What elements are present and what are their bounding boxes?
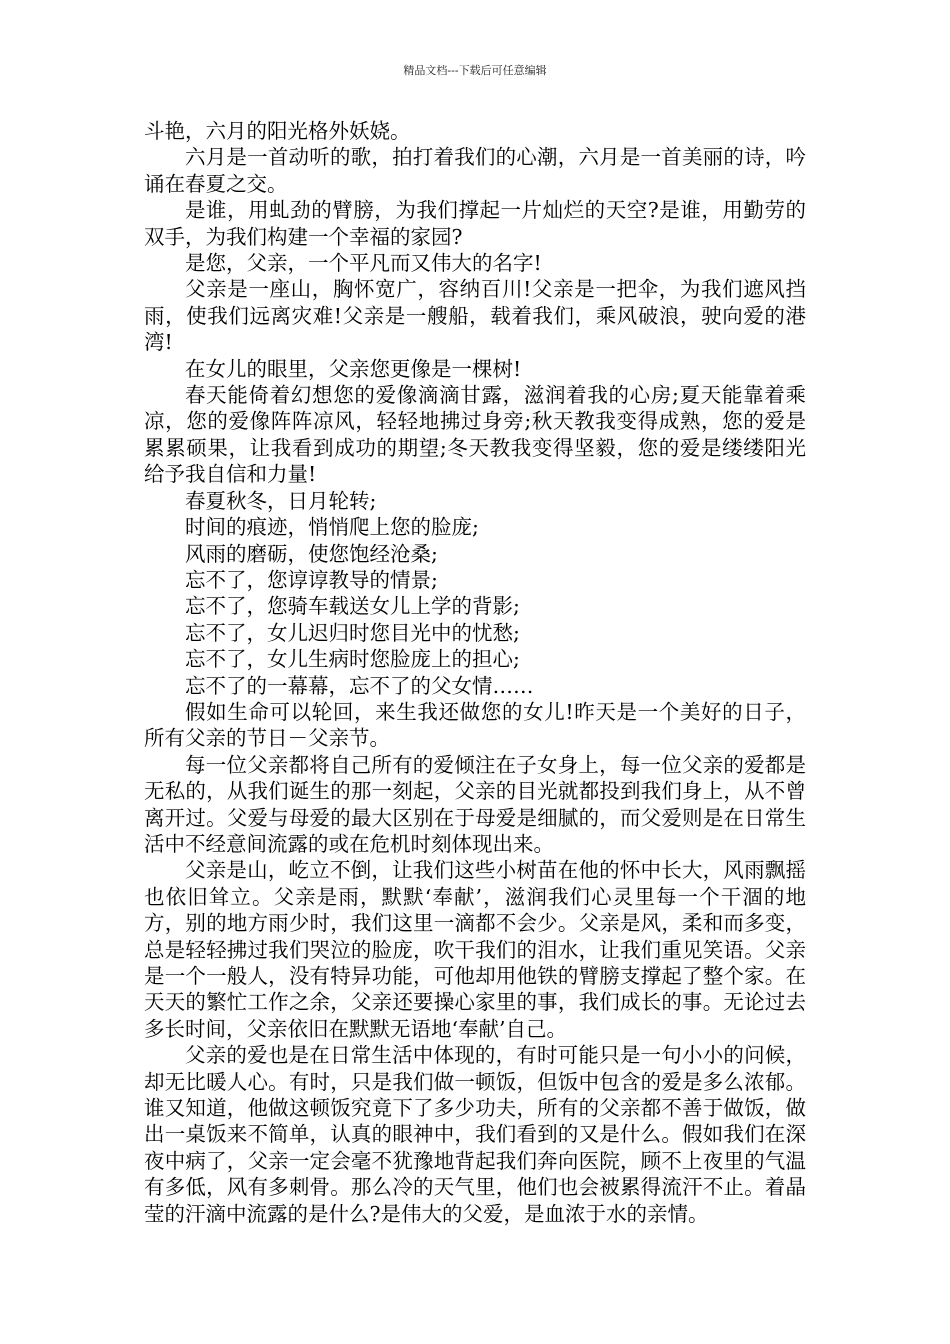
- paragraph: 是谁，用虬劲的臂膀，为我们撑起一片灿烂的天空?是谁，用勤劳的双手，为我们构建一个幸福的家园?: [144, 198, 806, 249]
- paragraph: 忘不了，女儿迟归时您目光中的忧愁;: [185, 620, 520, 645]
- paragraph: 父亲是一座山，胸怀宽广，容纳百川!父亲是一把伞，为我们遮风挡雨，使我们远离灾难!父亲是一艘船，载着我们，乘风破浪，驶向爱的港湾!: [144, 277, 806, 355]
- paragraph: 六月是一首动听的歌，拍打着我们的心潮，六月是一首美丽的诗，吟诵在春夏之交。: [144, 145, 806, 196]
- paragraph: 是您，父亲，一个平凡而又伟大的名字!: [185, 251, 542, 276]
- paragraph: 忘不了，女儿生病时您脸庞上的担心;: [185, 647, 520, 672]
- paragraph: 春天能倚着幻想您的爱像滴滴甘露，滋润着我的心房;夏天能靠着乘凉，您的爱像阵阵凉风，轻轻地拂过身旁;秋天教我变得成熟，您的爱是累累硕果，让我看到成功的期望;冬天教我变得坚毅，您的爱是缕缕阳光给予我自信和力量!: [144, 383, 806, 487]
- paragraph: 父亲是山，屹立不倒，让我们这些小树苗在他的怀中长大，风雨飘摇也依旧耸立。父亲是雨，默默‘奉献’，滋润我们心灵里每一个干涸的地方，别的地方雨少时，我们这里一滴都不会少。父亲是风，柔和而多变，总是轻轻拂过我们哭泣的脸庞，吹干我们的泪水，让我们重见笑语。父亲是一个一般人，没有特异功能，可他却用他铁的臂膀支撑起了整个家。在天天的繁忙工作之余，父亲还要操心家里的事，我们成长的事。无论过去多长时间，父亲依旧在默默无语地‘奉献’自己。: [144, 858, 806, 1041]
- paragraph: 时间的痕迹，悄悄爬上您的脸庞;: [185, 515, 479, 540]
- paragraph: 假如生命可以轮回，来生我还做您的女儿!昨天是一个美好的日子，所有父亲的节日－父亲节。: [144, 699, 806, 751]
- paragraph: 在女儿的眼里，父亲您更像是一棵树!: [185, 356, 522, 381]
- paragraph: 忘不了，您谆谆教导的情景;: [185, 567, 438, 592]
- page-header: 精品文档---下载后可任意编辑: [403, 64, 547, 77]
- paragraph: 每一位父亲都将自己所有的爱倾注在子女身上，每一位父亲的爱都是无私的，从我们诞生的那一刻起，父亲的目光就都投到我们身上，从不曾离开过。父爱与母爱的最大区别在于母爱是细腻的，而父爱则是在日常生活中不经意间流露的或在危机时刻体现出来。: [144, 752, 806, 856]
- paragraph: 斗艳，六月的阳光格外妖娆。: [144, 119, 411, 143]
- document-body: [144, 118, 806, 1227]
- paragraph: 父亲的爱也是在日常生活中体现的，有时可能只是一句小小的问候，却无比暖人心。有时，只是我们做一顿饭，但饭中包含的爱是多么浓郁。谁又知道，他做这顿饭究竟下了多少功夫，所有的父亲都不善于做饭，做出一桌饭来不简单，认真的眼神中，我们看到的又是什么。假如我们在深夜中病了，父亲一定会毫不犹豫地背起我们奔向医院，顾不上夜里的气温有多低，风有多刺骨。那么冷的天气里，他们也会被累得流汗不止。着晶莹的汗滴中流露的是什么?是伟大的父爱，是血浓于水的亲情。: [144, 1043, 806, 1226]
- paragraph: 春夏秋冬，日月轮转;: [185, 488, 377, 513]
- paragraph: 忘不了的一幕幕，忘不了的父女情……: [185, 673, 534, 698]
- paragraph: 风雨的磨砺，使您饱经沧桑;: [185, 541, 438, 566]
- paragraph: 忘不了，您骑车载送女儿上学的背影;: [185, 594, 520, 619]
